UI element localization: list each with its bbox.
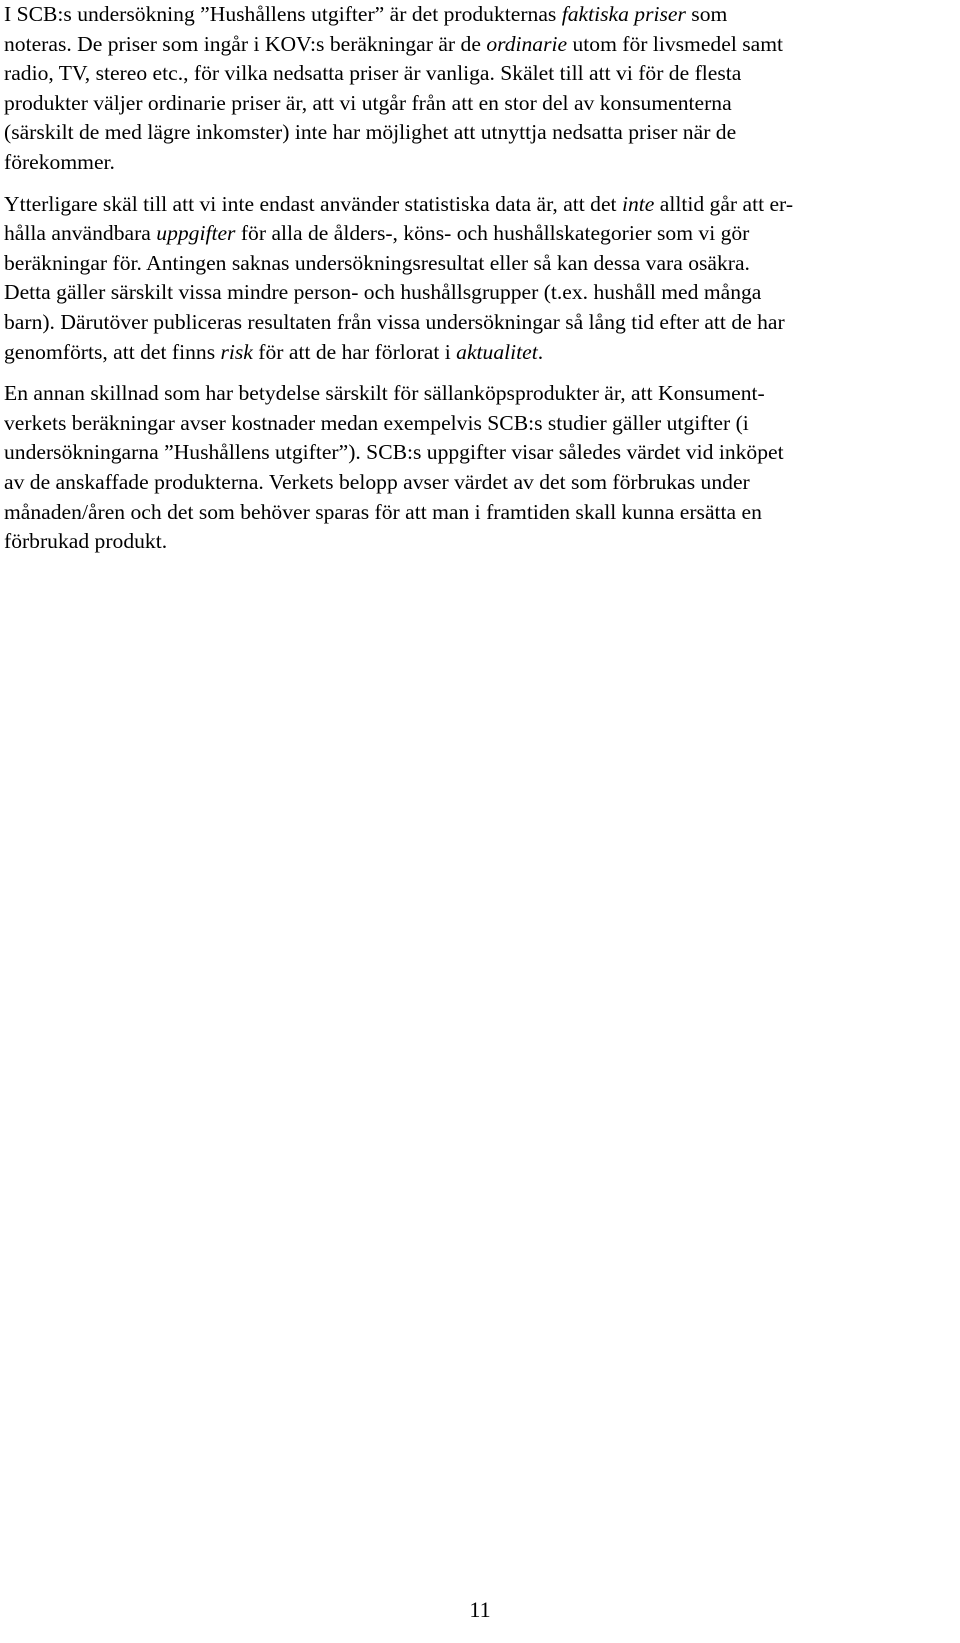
text-run: alltid går att er- bbox=[654, 191, 794, 216]
text-line bbox=[4, 468, 954, 498]
text-line bbox=[4, 118, 954, 148]
text-line bbox=[4, 338, 954, 368]
text-run: barn). Därutöver publiceras resultaten från vissa undersökningar så lång tid efter att de har bbox=[4, 309, 785, 334]
text-line bbox=[4, 527, 954, 557]
italic-text: aktualitet bbox=[456, 339, 538, 364]
text-line bbox=[4, 379, 954, 409]
italic-text: ordinarie bbox=[486, 31, 568, 56]
text-run: av de anskaffade produkterna. Verkets belopp avser värdet av det som förbrukas under bbox=[4, 469, 750, 494]
document-page bbox=[4, 0, 954, 557]
text-run: månaden/åren och det som behöver sparas för att man i framtiden skall kunna ersätta en bbox=[4, 499, 762, 524]
text-run: Ytterligare skäl till att vi inte endast använder statistiska data är, att det bbox=[4, 191, 622, 216]
text-run: produkter väljer ordinarie priser är, att vi utgår från att en stor del av konsumenterna bbox=[4, 90, 732, 115]
text-run: I SCB:s undersökning ”Hushållens utgifter” är det produkternas bbox=[4, 2, 562, 26]
text-run: hålla användbara bbox=[4, 221, 157, 246]
text-run: noteras. De priser som ingår i KOV:s beräkningar är de bbox=[4, 31, 487, 56]
text-run: Detta gäller särskilt vissa mindre person- och hushållsgrupper (t.ex. hushåll med många bbox=[4, 280, 762, 305]
text-run: undersökningarna ”Hushållens utgifter”). SCB:s uppgifter visar således värdet vid inköpet bbox=[4, 440, 784, 465]
text-run: . bbox=[537, 339, 544, 364]
text-run: En annan skillnad som har betydelse särskilt för sällanköpsprodukter är, att Konsument- bbox=[4, 381, 765, 406]
text-run: förbrukad produkt. bbox=[4, 529, 168, 554]
text-run: genomförts, att det finns bbox=[4, 339, 221, 364]
text-line bbox=[4, 190, 954, 220]
text-run: verkets beräkningar avser kostnader medan exempelvis SCB:s studier gäller utgifter (i bbox=[4, 410, 749, 435]
text-line bbox=[4, 219, 954, 249]
text-line bbox=[4, 30, 954, 60]
text-line bbox=[4, 89, 954, 119]
text-line bbox=[4, 498, 954, 528]
italic-text: inte bbox=[621, 191, 655, 216]
paragraph-1 bbox=[4, 0, 954, 178]
text-run: utom för livsmedel samt bbox=[567, 31, 783, 56]
text-line bbox=[4, 308, 954, 338]
text-line bbox=[4, 249, 954, 279]
text-line bbox=[4, 148, 954, 178]
text-line bbox=[4, 409, 954, 439]
body-text bbox=[4, 0, 954, 557]
text-run: radio, TV, stereo etc., för vilka nedsatta priser är vanliga. Skälet till att vi för de flesta bbox=[4, 61, 742, 86]
page-number: 11 bbox=[469, 1597, 491, 1622]
text-line bbox=[4, 278, 954, 308]
text-run: (särskilt de med lägre inkomster) inte har möjlighet att utnyttja nedsatta priser när de bbox=[4, 120, 737, 145]
text-line bbox=[4, 59, 954, 89]
italic-text: faktiska priser bbox=[561, 2, 686, 26]
italic-text: uppgifter bbox=[156, 221, 236, 246]
text-line bbox=[4, 0, 954, 30]
text-run: beräkningar för. Antingen saknas undersökningsresultat eller så kan dessa vara osäkra. bbox=[4, 250, 750, 275]
text-run: som bbox=[685, 2, 728, 26]
text-run: förekommer. bbox=[4, 149, 115, 174]
text-run: för alla de ålders-, köns- och hushållskategorier som vi gör bbox=[235, 221, 750, 246]
paragraph-2 bbox=[4, 190, 954, 368]
paragraph-3 bbox=[4, 379, 954, 557]
italic-text: risk bbox=[220, 339, 253, 364]
text-line bbox=[4, 438, 954, 468]
text-run: för att de har förlorat i bbox=[252, 339, 457, 364]
